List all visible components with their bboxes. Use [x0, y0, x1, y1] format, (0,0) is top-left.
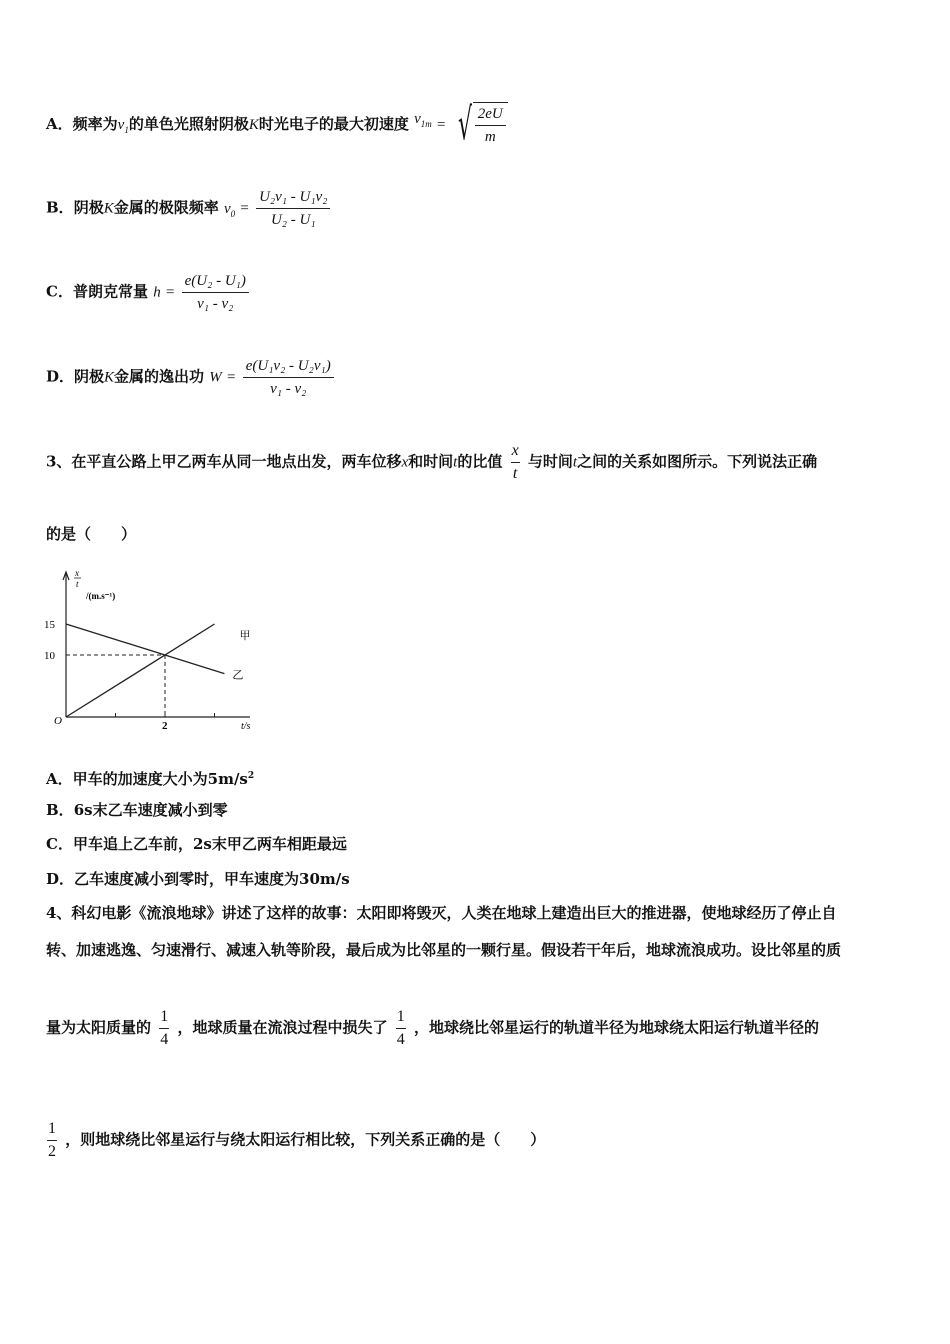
series-line-yi	[66, 624, 224, 674]
option-text-2: 金属的逸出功	[114, 367, 205, 386]
option-label: C．	[46, 835, 73, 853]
q4-stem-line-4	[44, 1118, 545, 1163]
stem-text: 与时间	[527, 452, 573, 471]
y-label-numerator: x	[75, 568, 79, 578]
x-tick-label-2: 2	[162, 720, 168, 732]
fraction	[243, 355, 334, 400]
option-text: 普朗克常量	[72, 282, 148, 301]
y-label-denominator: t	[76, 579, 79, 589]
option-label: C．	[46, 282, 73, 301]
q3-option-b	[46, 800, 228, 820]
stem-text: 量为太阳质量的	[46, 1018, 152, 1037]
denominator: U₂ - U₁	[270, 212, 316, 228]
x-axis-label: t/s	[241, 721, 251, 732]
option-label: A．	[46, 115, 73, 133]
symbol-k: K	[104, 369, 115, 386]
numerator: 1	[396, 1006, 406, 1029]
q4-stem-line-1: 4、科幻电影《流浪地球》讲述了这样的故事：太阳即将毁灭，人类在地球上建造出巨大的推进器，使地球经历了停止自	[46, 904, 837, 922]
numerator: e(U₂ - U₁)	[182, 270, 249, 293]
denominator: 4	[160, 1031, 169, 1048]
radical-sign: √	[457, 99, 472, 150]
y-tick-label-15: 15	[44, 619, 55, 631]
stem-text: ，则地球绕比邻星运行与绕太阳运行相比较，下列关系正确的是（ ）	[65, 1130, 546, 1149]
denominator: t	[512, 465, 518, 482]
option-label: B．	[46, 198, 74, 217]
sym: v	[223, 200, 231, 217]
q2-option-a	[46, 99, 508, 150]
equals: =	[240, 200, 249, 217]
formula-lhs: h	[153, 284, 161, 301]
fraction	[182, 270, 249, 315]
option-text: 频率为	[72, 115, 118, 133]
fraction-one-quarter	[159, 1006, 169, 1051]
numerator: x	[511, 440, 520, 463]
option-text: 乙车速度减小到零时，甲车速度为30m/s	[74, 870, 350, 888]
stem-text: ，地球质量在流浪过程中损失了	[177, 1018, 388, 1037]
option-text-3: 时光电子的最大初速度	[258, 115, 409, 133]
q3-option-d	[46, 869, 350, 889]
q2-option-d	[46, 355, 336, 400]
math-v1	[118, 117, 129, 133]
numerator: 1	[159, 1006, 169, 1029]
sqrt-body	[473, 102, 508, 148]
sub: 0	[230, 208, 236, 219]
option-text: 6s末乙车速度减小到零	[73, 801, 228, 819]
q3-option-c	[46, 834, 347, 854]
denominator: v₁ - v₂	[197, 296, 234, 312]
denominator: v₁ - v₂	[270, 381, 307, 397]
formula-lhs	[224, 201, 235, 217]
formula-lhs: W	[209, 369, 222, 386]
sym: v	[414, 111, 421, 127]
fraction-one-quarter	[396, 1006, 406, 1051]
series-label-yi: 乙	[232, 668, 244, 682]
q4-stem-line-2: 转、加速逃逸、匀速滑行、减速入轨等阶段，最后成为比邻星的一颗行星。假设若干年后，地球流浪成功。设比邻星的质	[46, 941, 842, 959]
option-text: 甲车的加速度大小为5m/s	[72, 770, 248, 788]
stem-text: ，地球绕比邻星运行的轨道半径为地球绕太阳运行轨道半径的	[413, 1018, 819, 1037]
q3-option-a	[46, 766, 254, 789]
formula-lhs	[414, 111, 432, 127]
option-label: D．	[46, 870, 75, 888]
fraction-one-half	[47, 1118, 57, 1163]
denominator: m	[484, 129, 496, 145]
stem-text: 3、在平直公路上甲乙两车从同一地点出发，两车位移	[46, 452, 402, 471]
series-label-jia: 甲	[239, 629, 251, 642]
y-tick-label-10: 10	[44, 650, 55, 662]
fraction	[475, 103, 506, 148]
option-label: B．	[46, 801, 74, 819]
symbol-t: t	[453, 454, 458, 471]
numerator: U₂v₁ - U₁v₂	[256, 186, 330, 209]
option-label: A．	[46, 770, 73, 788]
option-text: 甲车追上乙车前，2s末甲乙两车相距最远	[72, 835, 347, 853]
y-unit-label: /(m.s⁻¹)	[86, 591, 116, 601]
stem-text: 的比值	[457, 452, 503, 471]
sym: v	[117, 117, 125, 133]
symbol-x: x	[401, 454, 409, 471]
ratio-fraction	[511, 440, 520, 485]
denominator: 2	[48, 1143, 56, 1160]
numerator: e(U₁v₂ - U₂v₁)	[243, 355, 334, 378]
xt-vs-t-chart	[40, 562, 270, 740]
origin-label: O	[54, 715, 62, 727]
option-text-2: 金属的极限频率	[113, 198, 219, 217]
superscript: 2	[247, 771, 255, 781]
option-label: D．	[46, 367, 75, 386]
sub: 1	[124, 125, 129, 135]
denominator: 4	[396, 1031, 405, 1048]
symbol-k: K	[248, 117, 259, 133]
q3-stem-line-2: 的是（ ）	[46, 525, 137, 543]
q2-option-b	[46, 186, 332, 231]
q3-stem-line-1	[46, 440, 817, 485]
stem-text: 和时间	[408, 452, 454, 471]
option-text-2: 的单色光照射阴极	[128, 115, 249, 133]
sub: 1m	[420, 119, 432, 129]
equals: =	[165, 284, 175, 301]
numerator: 2eU	[475, 103, 506, 126]
numerator: 1	[47, 1118, 57, 1141]
y-axis-label	[74, 568, 115, 601]
stem-text: 之间的关系如图所示。下列说法正确	[577, 452, 818, 471]
option-text: 阴极	[73, 198, 104, 217]
fraction	[256, 186, 330, 231]
symbol-t: t	[572, 454, 578, 471]
symbol-k: K	[103, 200, 114, 217]
series-line-jia	[66, 624, 215, 717]
option-text: 阴极	[74, 367, 105, 386]
sqrt-expression	[451, 99, 508, 150]
q2-option-c	[46, 270, 251, 315]
q4-stem-line-3	[46, 1006, 819, 1051]
equals: =	[437, 117, 446, 133]
equals: =	[227, 369, 236, 386]
